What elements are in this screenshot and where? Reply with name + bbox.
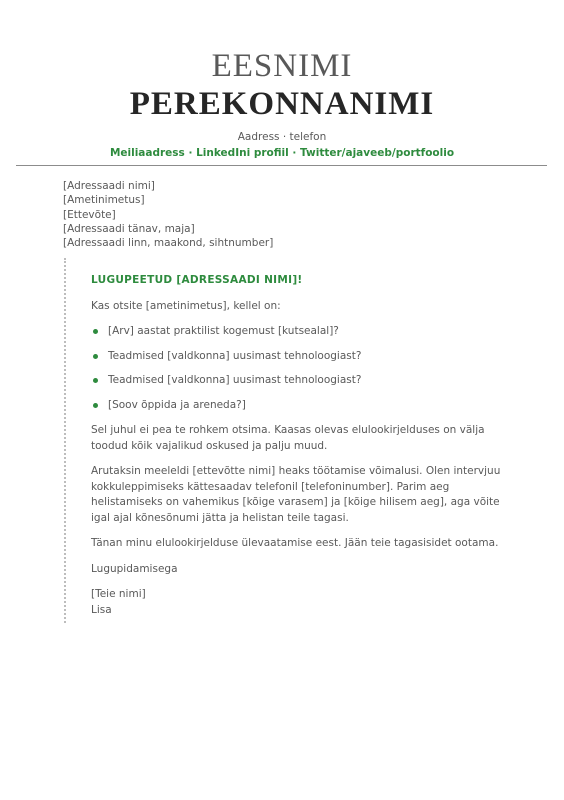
bullet-icon xyxy=(93,329,98,334)
letter-dotted-border xyxy=(64,258,66,623)
list-item-text: Teadmised [valdkonna] uusimast tehnoloogiast? xyxy=(108,374,362,386)
closing: Lugupidamisega xyxy=(91,562,178,575)
intro-paragraph: Kas otsite [ametinimetus], kellel on: xyxy=(91,299,281,312)
signature-placeholder: [Teie nimi] xyxy=(91,588,146,600)
first-name-heading: EESNIMI xyxy=(211,48,353,84)
list-item-text: Teadmised [valdkonna] uusimast tehnoloogiast? xyxy=(108,349,362,362)
email-links-line: Meiliaadress · LinkedIni profiil · Twitter/ajaveeb/portfoolio xyxy=(109,147,455,159)
body-paragraph: Arutaksin meeleldi [ettevõtte nimi] heaks töötamise võimalusi. Olen intervjuu kokkuleppimiseks kättesaadav telefonil [telefoninumber]. Parim aeg helistamiseks on vahemikus [kõige varasem] ja [kõige hilisem aeg], aga võite igal ajal kõnesõnumi jätta ja helistan teile tagasi. xyxy=(91,465,501,524)
list-item xyxy=(91,398,511,414)
list-item-text: [Soov õppida ja areneda?] xyxy=(108,398,246,411)
recipient-street: [Adressaadi tänav, maja] xyxy=(63,222,195,235)
recipient-title: [Ametinimetus] xyxy=(63,194,145,207)
body-paragraph: Sel juhul ei pea te rohkem otsima. Kaasas olevas elulookirjelduses on välja toodud kõik vajalikud oskused ja palju muud. xyxy=(91,424,485,452)
address-phone-line: Aadress · telefon xyxy=(237,131,327,143)
recipient-name: [Adressaadi nimi] xyxy=(63,180,155,192)
list-item xyxy=(91,324,511,340)
qualification-list xyxy=(91,324,511,413)
body-paragraph: Tänan minu elulookirjelduse ülevaatamise eest. Jään teie tagasisidet ootama. xyxy=(91,537,499,549)
bullet-icon xyxy=(93,354,98,359)
recipient-company: [Ettevõte] xyxy=(63,208,116,221)
header-divider xyxy=(16,165,547,166)
list-item xyxy=(91,373,511,389)
salutation: LUGUPEETUD [ADRESSAADI NIMI]! xyxy=(91,274,303,286)
last-name-heading: PEREKONNANIMI xyxy=(129,86,435,122)
recipient-city: [Adressaadi linn, maakond, sihtnumber] xyxy=(63,237,274,250)
signature-block xyxy=(91,587,511,618)
list-item-text: [Arv] aastat praktilist kogemust [kutsealal]? xyxy=(108,325,339,337)
letter-body xyxy=(91,273,511,618)
recipient-block xyxy=(63,179,273,250)
list-item xyxy=(91,349,511,365)
bullet-icon xyxy=(93,378,98,383)
signature-name: Lisa xyxy=(91,603,112,616)
bullet-icon xyxy=(93,403,98,408)
